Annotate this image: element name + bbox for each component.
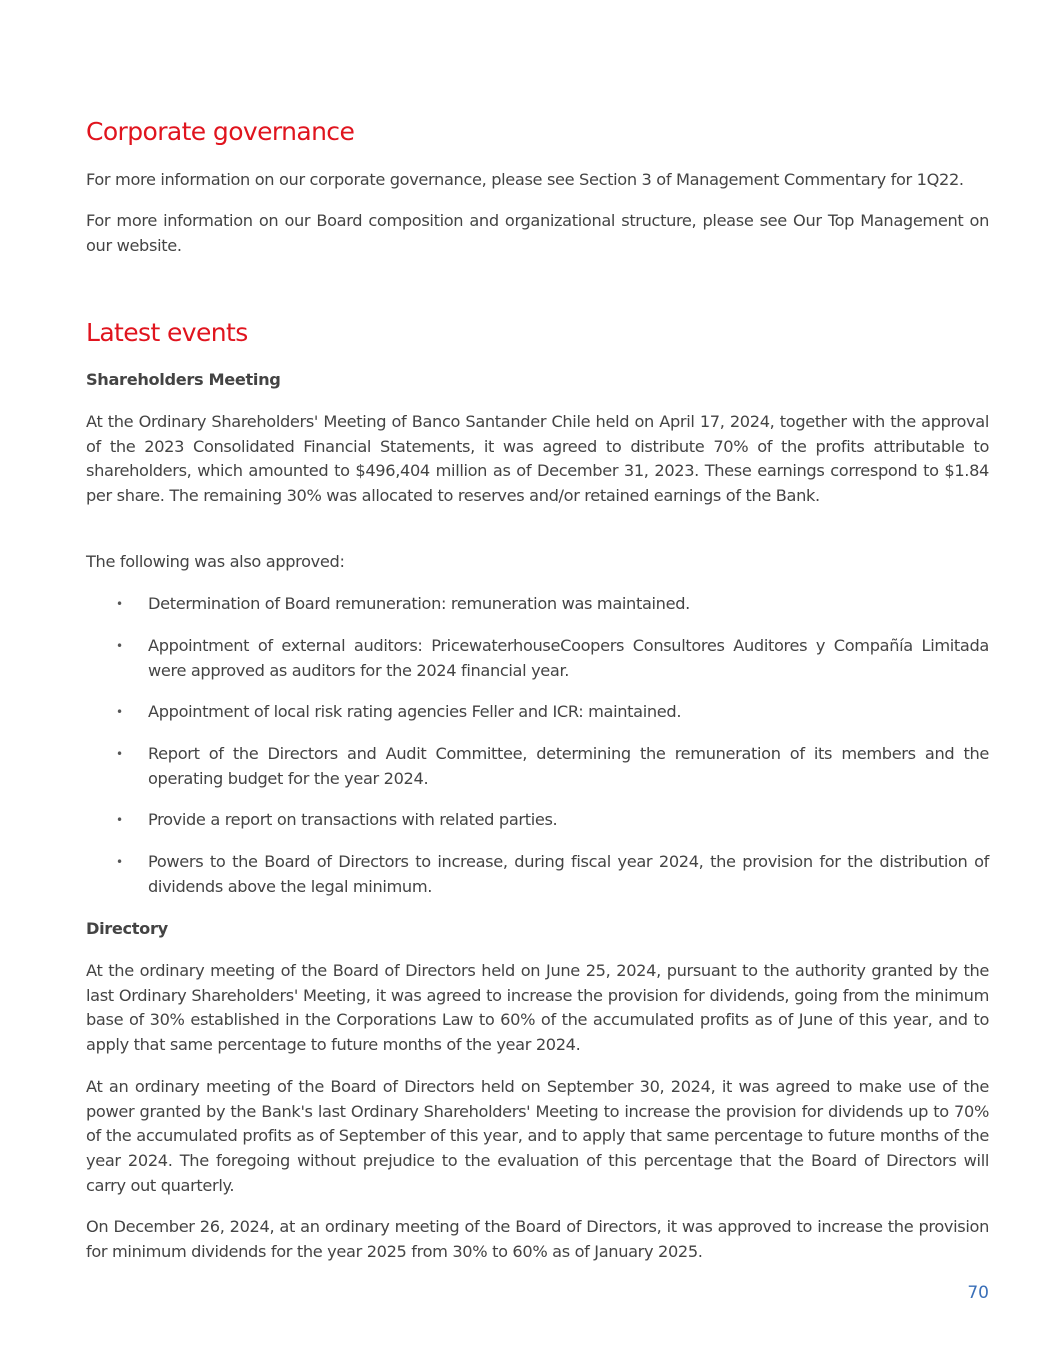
section-title-latest-events: Latest events [86, 318, 248, 347]
paragraph-governance-info: For more information on our corporate governance, please see Section 3 of Management Commentary for 1Q22. [86, 170, 964, 189]
paragraph-directory-september: At an ordinary meeting of the Board of Directors held on September 30, 2024, it was agreed to make use of the power granted by the Bank's last Ordinary Shareholders' Meeting to increase the provision for dividends up to 70% of the accumulated profits as of September of this year, and to apply that same percentage to future months of the year 2024. The foregoing without prejudice to the evaluation of this percentage that the Board of Directors will carry out quarterly. [86, 1077, 989, 1195]
list-item-text: Report of the Directors and Audit Committee, determining the remuneration of its members and the operating budget for the year 2024. [148, 744, 989, 788]
subheading-directory: Directory [86, 919, 168, 938]
paragraph-shareholders-meeting-intro: At the Ordinary Shareholders' Meeting of Banco Santander Chile held on April 17, 2024, together with the approval of the 2023 Consolidated Financial Statements, it was agreed to distribute 70% of the profits attributable to shareholders, which amounted to $496,404 million as of December 31, 2023. These earnings correspond to $1.84 per share. The remaining 30% was allocated to reserves and/or retained earnings of the Bank. [86, 412, 989, 506]
list-item-text: Appointment of local risk rating agencies Feller and ICR: maintained. [148, 702, 682, 721]
section-title-corporate-governance: Corporate governance [86, 117, 355, 146]
paragraph-directory-december: On December 26, 2024, at an ordinary meeting of the Board of Directors, it was approved to increase the provision for minimum dividends for the year 2025 from 30% to 60% as of January 2025. [86, 1217, 989, 1261]
bullet-icon: • [116, 705, 124, 719]
subheading-shareholders-meeting: Shareholders Meeting [86, 370, 281, 389]
paragraph-board-composition: For more information on our Board composition and organizational structure, please see Our Top Management on our website. [86, 211, 989, 255]
list-item-text: Determination of Board remuneration: remuneration was maintained. [148, 594, 690, 613]
bullet-icon: • [116, 639, 124, 653]
bullet-icon: • [116, 813, 124, 827]
bullet-icon: • [116, 855, 124, 869]
paragraph-directory-june: At the ordinary meeting of the Board of Directors held on June 25, 2024, pursuant to the authority granted by the last Ordinary Shareholders' Meeting, it was agreed to increase the provision for dividends, going from the minimum base of 30% established in the Corporations Law to 60% of the accumulated profits as of June of this year, and to apply that same percentage to future months of the year 2024. [86, 961, 989, 1055]
paragraph-also-approved: The following was also approved: [86, 552, 345, 571]
list-item-text: Provide a report on transactions with related parties. [148, 810, 558, 829]
list-item-text: Powers to the Board of Directors to increase, during fiscal year 2024, the provision for the distribution of dividends above the legal minimum. [148, 852, 989, 896]
page-number: 70 [967, 1283, 989, 1303]
bullet-icon: • [116, 747, 124, 761]
bullet-icon: • [116, 597, 124, 611]
list-item-text: Appointment of external auditors: PricewaterhouseCoopers Consultores Auditores y Compañía Limitada were approved as auditors for the 2024 financial year. [148, 636, 989, 680]
